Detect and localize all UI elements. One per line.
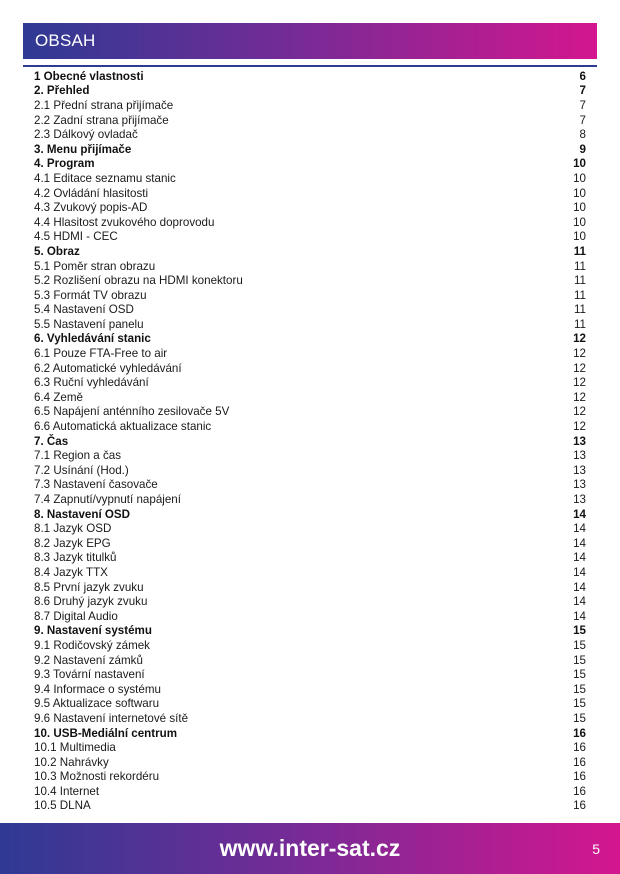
toc-entry-label: 5.4 Nastavení OSD [34,303,134,317]
toc-entry-page: 11 [573,244,586,258]
toc-entry-page: 11 [573,274,586,288]
toc-entry[interactable] [34,463,586,478]
toc-entry-label: 8.2 Jazyk EPG [34,536,111,550]
toc-entry-label: 6. Vyhledávání stanic [34,332,151,346]
toc-entry[interactable] [34,142,586,157]
toc-entry[interactable] [34,405,586,420]
toc-entry-page: 15 [573,668,586,682]
toc-entry-label: 7.2 Usínání (Hod.) [34,463,129,477]
toc-entry-page: 13 [573,493,586,507]
toc-entry-label: 2.3 Dálkový ovladač [34,128,138,142]
toc-entry-page: 13 [573,449,586,463]
toc-entry[interactable] [34,244,586,259]
toc-entry[interactable] [34,434,586,449]
toc-entry[interactable] [34,303,586,318]
toc-entry-page: 14 [573,551,586,565]
footer-bar [0,823,620,874]
toc-entry-label: 2. Přehled [34,84,90,98]
toc-entry[interactable] [34,69,586,84]
toc-entry-label: 9.5 Aktualizace softwaru [34,697,160,711]
toc-entry-label: 10.1 Multimedia [34,741,116,755]
toc-entry[interactable] [34,551,586,566]
toc-entry[interactable] [34,215,586,230]
toc-entry-label: 5.3 Formát TV obrazu [34,288,147,302]
toc-entry[interactable] [34,594,586,609]
toc-entry-label: 5.2 Rozlišení obrazu na HDMI konektoru [34,274,243,288]
toc-entry-page: 11 [573,288,586,302]
toc-entry-page: 12 [573,390,586,404]
toc-entry[interactable] [34,770,586,785]
toc-entry-page: 7 [579,84,586,98]
toc-entry-page: 15 [573,624,586,638]
toc-entry-label: 5.5 Nastavení panelu [34,317,144,331]
toc-entry-label: 9.1 Rodičovský zámek [34,638,150,652]
toc-entry[interactable] [34,726,586,741]
toc-entry-page: 14 [573,522,586,536]
toc-entry-label: 10.5 DLNA [34,799,91,813]
toc-entry-label: 7.1 Region a čas [34,449,122,463]
toc-entry[interactable] [34,346,586,361]
toc-entry-page: 14 [573,565,586,579]
toc-entry-page: 15 [573,697,586,711]
toc-entry-page: 12 [573,420,586,434]
toc-entry-label: 4.1 Editace seznamu stanic [34,171,176,185]
toc-entry-label: 6.6 Automatická aktualizace stanic [34,420,212,434]
toc-entry-page: 11 [573,317,586,331]
toc-entry-page: 16 [573,755,586,769]
toc-entry[interactable] [34,536,586,551]
toc-entry-page: 6 [579,69,586,83]
toc-entry-page: 10 [573,230,586,244]
toc-entry-page: 9 [579,142,586,156]
toc-entry-label: 6.2 Automatické vyhledávání [34,361,182,375]
toc-entry-label: 4.4 Hlasitost zvukového doprovodu [34,215,215,229]
toc-entry-label: 6.4 Země [34,390,83,404]
toc-entry-page: 16 [573,726,586,740]
toc-entry-label: 4.3 Zvukový popis-AD [34,201,148,215]
toc-entry-page: 12 [573,376,586,390]
toc-entry[interactable] [34,186,586,201]
toc-entry[interactable] [34,784,586,799]
toc-entry-page: 16 [573,770,586,784]
toc-entry-page: 13 [573,463,586,477]
toc-entry[interactable] [34,580,586,595]
toc-entry-page: 12 [573,405,586,419]
toc-entry[interactable] [34,84,586,99]
toc-entry[interactable] [34,624,586,639]
toc-entry-page: 10 [573,201,586,215]
toc-entry-page: 12 [573,347,586,361]
toc-entry-page: 16 [573,741,586,755]
toc-entry-page: 15 [573,682,586,696]
toc-entry-page: 7 [579,98,586,112]
section-header [23,23,597,59]
toc-entry[interactable] [34,157,586,172]
toc-entry-label: 9.4 Informace o systému [34,682,161,696]
toc-entry[interactable] [34,667,586,682]
toc-entry[interactable] [34,361,586,376]
toc-entry-label: 8. Nastavení OSD [34,507,131,521]
toc-entry[interactable] [34,332,586,347]
toc-entry-page: 14 [573,580,586,594]
toc-entry-page: 15 [573,711,586,725]
toc-entry[interactable] [34,565,586,580]
toc-entry[interactable] [34,740,586,755]
toc-entry-page: 10 [573,171,586,185]
toc-entry-label: 10.2 Nahrávky [34,755,109,769]
toc-entry-label: 7.4 Zapnutí/vypnutí napájení [34,493,181,507]
toc-entry-label: 9.3 Tovární nastavení [34,668,145,682]
toc-entry[interactable] [34,317,586,332]
header-divider [23,65,597,67]
toc-entry-label: 7. Čas [34,434,69,448]
toc-entry-page: 16 [573,799,586,813]
toc-entry[interactable] [34,638,586,653]
toc-entry[interactable] [34,799,586,814]
toc-entry-page: 16 [573,784,586,798]
toc-entry-page: 14 [573,536,586,550]
toc-entry[interactable] [34,609,586,624]
toc-entry-label: 8.1 Jazyk OSD [34,522,112,536]
toc-entry-page: 13 [573,434,586,448]
toc-entry-page: 12 [573,332,586,346]
toc-entry-page: 14 [573,507,586,521]
toc-entry-label: 2.1 Přední strana přijímače [34,98,174,112]
toc-entry-label: 4.2 Ovládání hlasitosti [34,186,149,200]
footer-url[interactable]: www.inter-sat.cz [219,835,401,861]
toc-entry-label: 1 Obecné vlastnosti [34,69,144,83]
toc-entry-label: 8.5 První jazyk zvuku [34,580,144,594]
toc-entry[interactable] [34,113,586,128]
toc-entry-page: 7 [579,113,586,127]
toc-entry-label: 2.2 Zadní strana přijímače [34,113,169,127]
toc-entry[interactable] [34,171,586,186]
toc-entry[interactable] [34,448,586,463]
toc-entry-page: 10 [573,215,586,229]
toc-entry-label: 7.3 Nastavení časovače [34,478,158,492]
toc-entry-label: 4.5 HDMI - CEC [34,230,118,244]
toc-entry[interactable] [34,419,586,434]
toc-entry[interactable] [34,653,586,668]
toc-entry[interactable] [34,375,586,390]
toc-entry[interactable] [34,711,586,726]
toc-entry[interactable] [34,492,586,507]
toc-entry[interactable] [34,697,586,712]
toc-entry[interactable] [34,478,586,493]
toc-entry-label: 5. Obraz [34,244,80,258]
toc-entry-label: 8.4 Jazyk TTX [34,565,108,579]
table-of-contents [34,69,586,813]
toc-entry-label: 9.6 Nastavení internetové sítě [34,711,189,725]
toc-entry-label: 8.3 Jazyk titulků [34,551,117,565]
toc-entry-page: 14 [573,595,586,609]
toc-entry-page: 11 [573,259,586,273]
toc-entry-label: 4. Program [34,157,95,171]
toc-entry-page: 15 [573,638,586,652]
toc-entry-label: 9.2 Nastavení zámků [34,653,143,667]
toc-entry-label: 10.3 Možnosti rekordéru [34,770,160,784]
toc-entry[interactable] [34,507,586,522]
toc-entry[interactable] [34,755,586,770]
toc-entry-label: 9. Nastavení systému [34,624,152,638]
toc-entry[interactable] [34,127,586,142]
toc-entry[interactable] [34,230,586,245]
toc-entry-page: 14 [573,609,586,623]
toc-entry-page: 15 [573,653,586,667]
toc-entry-label: 3. Menu přijímače [34,142,132,156]
toc-entry[interactable] [34,200,586,215]
toc-entry-page: 10 [573,157,586,171]
toc-entry[interactable] [34,288,586,303]
toc-entry-label: 10. USB-Mediální centrum [34,726,178,740]
toc-entry[interactable] [34,259,586,274]
toc-entry-page: 8 [579,128,586,142]
toc-entry[interactable] [34,390,586,405]
toc-entry-page: 13 [573,478,586,492]
page-number: 5 [592,840,600,857]
toc-entry-label: 8.7 Digital Audio [34,609,118,623]
toc-entry-label: 5.1 Poměr stran obrazu [34,259,156,273]
toc-entry-page: 11 [573,303,586,317]
toc-entry-label: 6.1 Pouze FTA-Free to air [34,347,168,361]
toc-entry-label: 6.3 Ruční vyhledávání [34,376,149,390]
toc-entry-page: 12 [573,361,586,375]
toc-entry[interactable] [34,98,586,113]
toc-entry[interactable] [34,273,586,288]
toc-entry-label: 6.5 Napájení anténního zesilovače 5V [34,405,230,419]
page-title: OBSAH [35,31,96,50]
toc-entry[interactable] [34,682,586,697]
toc-entry[interactable] [34,521,586,536]
toc-entry-label: 10.4 Internet [34,784,100,798]
toc-entry-label: 8.6 Druhý jazyk zvuku [34,595,148,609]
toc-entry-page: 10 [573,186,586,200]
